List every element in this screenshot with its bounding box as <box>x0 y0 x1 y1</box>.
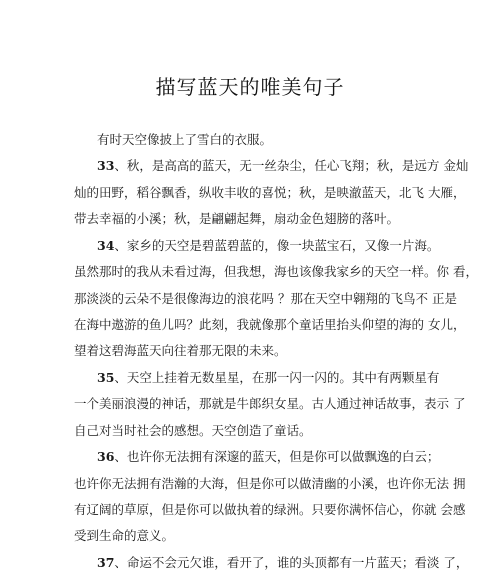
document-title: 描写蓝天的唯美句子 <box>155 75 345 99</box>
item-number: 33 <box>97 158 115 173</box>
paragraph-line: 37、命运不会元欠谁，看开了，谁的头顶都有一片蓝天；看淡 了， <box>97 555 469 570</box>
paragraph-line: 在海中遨游的鱼儿吗？此刻，我就像那个童话里抬头仰望的海的 女儿， <box>74 317 466 332</box>
paragraph-line: 虽然那时的我从未看过海，但我想，海也该像我家乡的天空一样。你 看， <box>74 264 478 279</box>
paragraph-line: 有辽阔的草原，但是你可以做执着的绿洲。只要你满怀信心，你就 会感 <box>74 502 466 517</box>
item-number: 36 <box>97 449 115 464</box>
paragraph-line: 灿的田野，稻谷飘香，纵收丰收的喜悦；秋，是映澈蓝天，北飞 大雁， <box>74 185 466 200</box>
paragraph-line: 35、天空上挂着无数星星，在那一闪一闪的。其中有两颗星有 <box>97 370 440 385</box>
paragraph-line: 带去幸福的小溪；秋，是翩翩起舞，扇动金色翅膀的落叶。 <box>74 211 400 226</box>
paragraph-line: 34、家乡的天空是碧蓝碧蓝的，像一块蓝宝石，又像一片海。 <box>97 238 440 253</box>
paragraph-line: 有时天空像披上了雪白的衣服。 <box>97 132 273 147</box>
item-number: 34 <box>97 238 115 253</box>
paragraph-line: 望着这碧海蓝天向往着那无限的未来。 <box>74 343 287 358</box>
paragraph-line: 一个美丽浪漫的神话，那就是牛郎织女星。古人通过神话故事，表示 了 <box>74 396 466 411</box>
paragraph-line: 那淡淡的云朵不是很像海边的浪花吗 ？那在天空中翱翔的飞鸟不 正是 <box>74 291 457 306</box>
paragraph-line: 33、秋，是高高的蓝天，无一丝杂尘，任心飞翔；秋，是远方 金灿 <box>97 158 469 173</box>
item-number: 37 <box>97 555 115 570</box>
paragraph-line: 自己对当时社会的感想。天空创造了童话。 <box>74 423 312 438</box>
paragraph-line: 36、也许你无法拥有深邃的蓝天，但是你可以做飘逸的白云； <box>97 449 440 464</box>
item-number: 35 <box>97 370 115 385</box>
paragraph-line: 也许你无法拥有浩瀚的大海，但是你可以做清幽的小溪，也许你无法 拥 <box>74 476 466 491</box>
paragraph-line: 受到生命的意义。 <box>74 528 175 543</box>
